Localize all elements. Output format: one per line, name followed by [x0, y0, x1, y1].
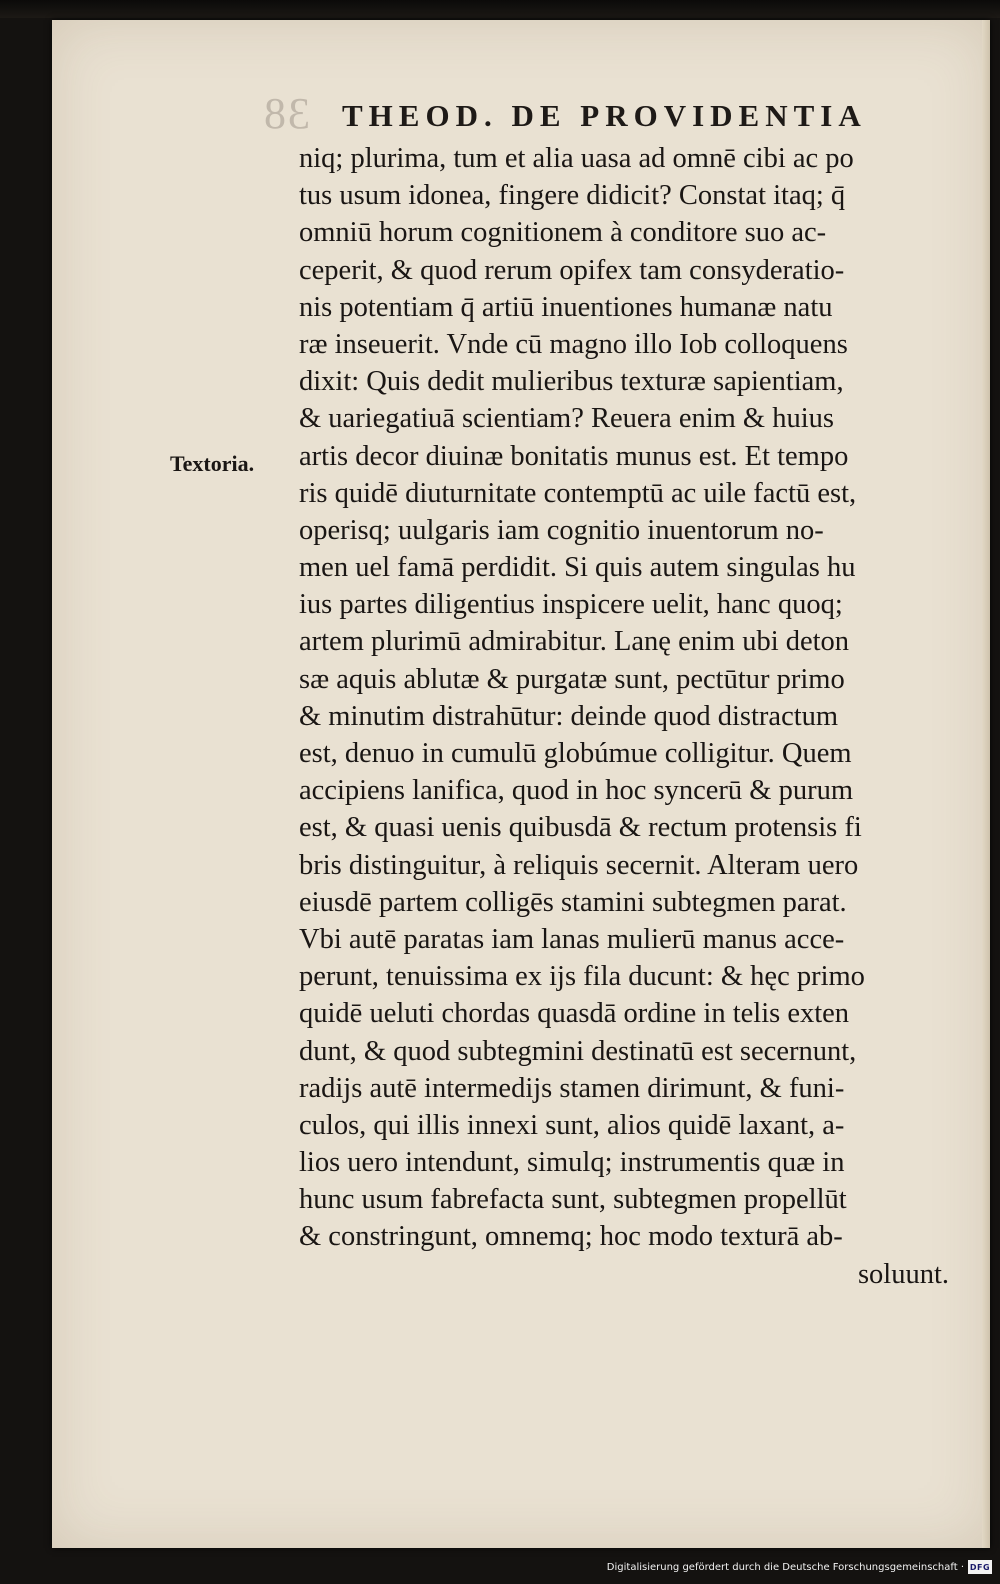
text-line: & constringunt, omnemq; hoc modo texturā ab-: [299, 1221, 843, 1253]
text-line: radijs autē intermedijs stamen dirimunt, & funi-: [299, 1072, 845, 1104]
text-line: eiusdē partem colligēs stamini subtegmen parat.: [299, 886, 847, 918]
text-line: artis decor diuinæ bonitatis munus est. Et tempo: [299, 440, 849, 472]
text-line: operisq; uulgaris iam cognitio inuentorum no-: [299, 514, 824, 546]
text-line: artem plurimū admirabitur. Lanę enim ubi deton: [299, 626, 850, 658]
text-line: nis potentiam q̄ artiū inuentiones humanæ natu: [299, 291, 833, 323]
text-line: est, denuo in cumulū globúmue colligitur. Quem: [299, 738, 852, 769]
text-line: ræ inseuerit. Vnde cū magno illo Iob colloquens: [299, 328, 848, 360]
marginal-note: Textoria.: [170, 451, 255, 476]
text-line: est, & quasi uenis quibusdā & rectum protensis fi: [299, 812, 862, 844]
text-line: quidē ueluti chordas quasdā ordine in telis exten: [299, 998, 850, 1030]
text-line: ius partes diligentius inspicere uelit, hanc quoq;: [299, 589, 843, 621]
dfg-credit-text: Digitalisierung gefördert durch die Deutsche Forschungsgemeinschaft ·: [606, 1561, 964, 1573]
text-line: ceperit, & quod rerum opifex tam consyderatio-: [299, 254, 845, 286]
text-line: tus usum idonea, fingere didicit? Constat itaq; q̄: [299, 180, 846, 212]
page-edge: [982, 20, 990, 1548]
text-line: omniū horum cognitionem à conditore suo ac-: [299, 217, 827, 249]
text-line: soluunt.: [857, 1258, 949, 1290]
text-block: [299, 140, 949, 1293]
text-line: & uariegatiuā scientiam? Reuera enim & huius: [299, 403, 834, 435]
text-line: lios uero intendunt, simulq; instrumentis quæ in: [299, 1147, 845, 1179]
text-line: men uel famā perdidit. Si quis autem singulas hu: [299, 552, 856, 584]
text-line: perunt, tenuissima ex ijs fila ducunt: & hęc primo: [299, 961, 865, 993]
text-line: hunc usum fabrefacta sunt, subtegmen propellūt: [299, 1184, 847, 1216]
text-line: & minutim distrahūtur: deinde quod distractum: [299, 700, 839, 732]
book-page: [52, 20, 990, 1548]
text-line: bris distinguitur, à reliquis secernit. Alteram uero: [299, 849, 859, 881]
bleed-through-page-number: 38: [262, 89, 310, 138]
running-head: THEOD. DE PROVIDENTIA: [342, 98, 867, 133]
digitization-footer: [607, 1558, 992, 1576]
text-line: dunt, & quod subtegmini destinatū est secernunt,: [299, 1035, 857, 1067]
scan-shadow: [0, 0, 1000, 18]
dfg-logo: DFG: [968, 1560, 992, 1574]
text-line: dixit: Quis dedit mulieribus texturæ sapientiam,: [299, 366, 844, 398]
text-line: ris quidē diuturnitate contemptū ac uile factū est,: [299, 477, 857, 509]
text-line: accipiens lanifica, quod in hoc syncerū & purum: [299, 775, 853, 807]
text-line: sæ aquis ablutæ & purgatæ sunt, pectūtur primo: [299, 663, 845, 695]
text-line: culos, qui illis innexi sunt, alios quidē laxant, a-: [299, 1109, 845, 1141]
text-line: niq; plurima, tum et alia uasa ad omnē cibi ac po: [299, 143, 854, 174]
text-line: Vbi autē paratas iam lanas mulierū manus acce-: [299, 923, 845, 955]
